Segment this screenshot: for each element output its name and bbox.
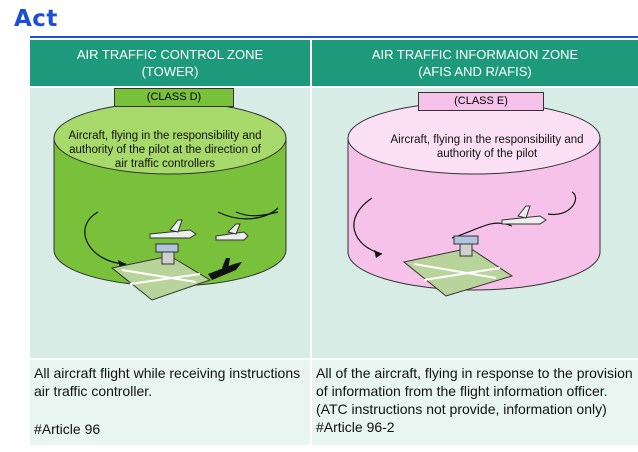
header-control-zone-line2: (TOWER) <box>141 64 199 79</box>
information-zone-description <box>312 360 638 445</box>
information-zone-article: #Article 96-2 <box>316 419 395 435</box>
control-zone-description-text: All aircraft flight while receiving instructions air traffic controller. <box>34 365 301 399</box>
information-zone-description-text: All of the aircraft, flying in response to the provision of information from the flight information officer.(ATC instructions not provide, information only) <box>316 365 633 417</box>
class-d-description-bubble: Aircraft, flying in the responsibility and authority of the pilot at the direction of air traffic controllers <box>68 130 262 170</box>
title-underline <box>30 36 638 38</box>
control-zone-description <box>30 360 310 445</box>
information-zone-illustration <box>312 88 638 358</box>
class-e-description-bubble: Aircraft, flying in the responsibility and authority of the pilot <box>390 134 584 160</box>
header-control-zone <box>30 40 310 86</box>
page-title: Act <box>14 6 58 32</box>
header-information-zone-line1: AIR TRAFFIC INFORMAION ZONE <box>371 47 579 62</box>
class-e-cylinder-illustration <box>312 88 638 358</box>
control-zone-illustration <box>30 88 310 358</box>
class-e-label: (CLASS E) <box>418 92 544 111</box>
header-control-zone-line1: AIR TRAFFIC CONTROL ZONE <box>76 47 264 62</box>
header-information-zone <box>312 40 638 86</box>
control-zone-article: #Article 96 <box>34 421 101 437</box>
class-d-label: (CLASS D) <box>114 88 234 107</box>
zone-comparison-table <box>30 40 638 445</box>
header-information-zone-line2: (AFIS AND R/AFIS) <box>418 64 532 79</box>
